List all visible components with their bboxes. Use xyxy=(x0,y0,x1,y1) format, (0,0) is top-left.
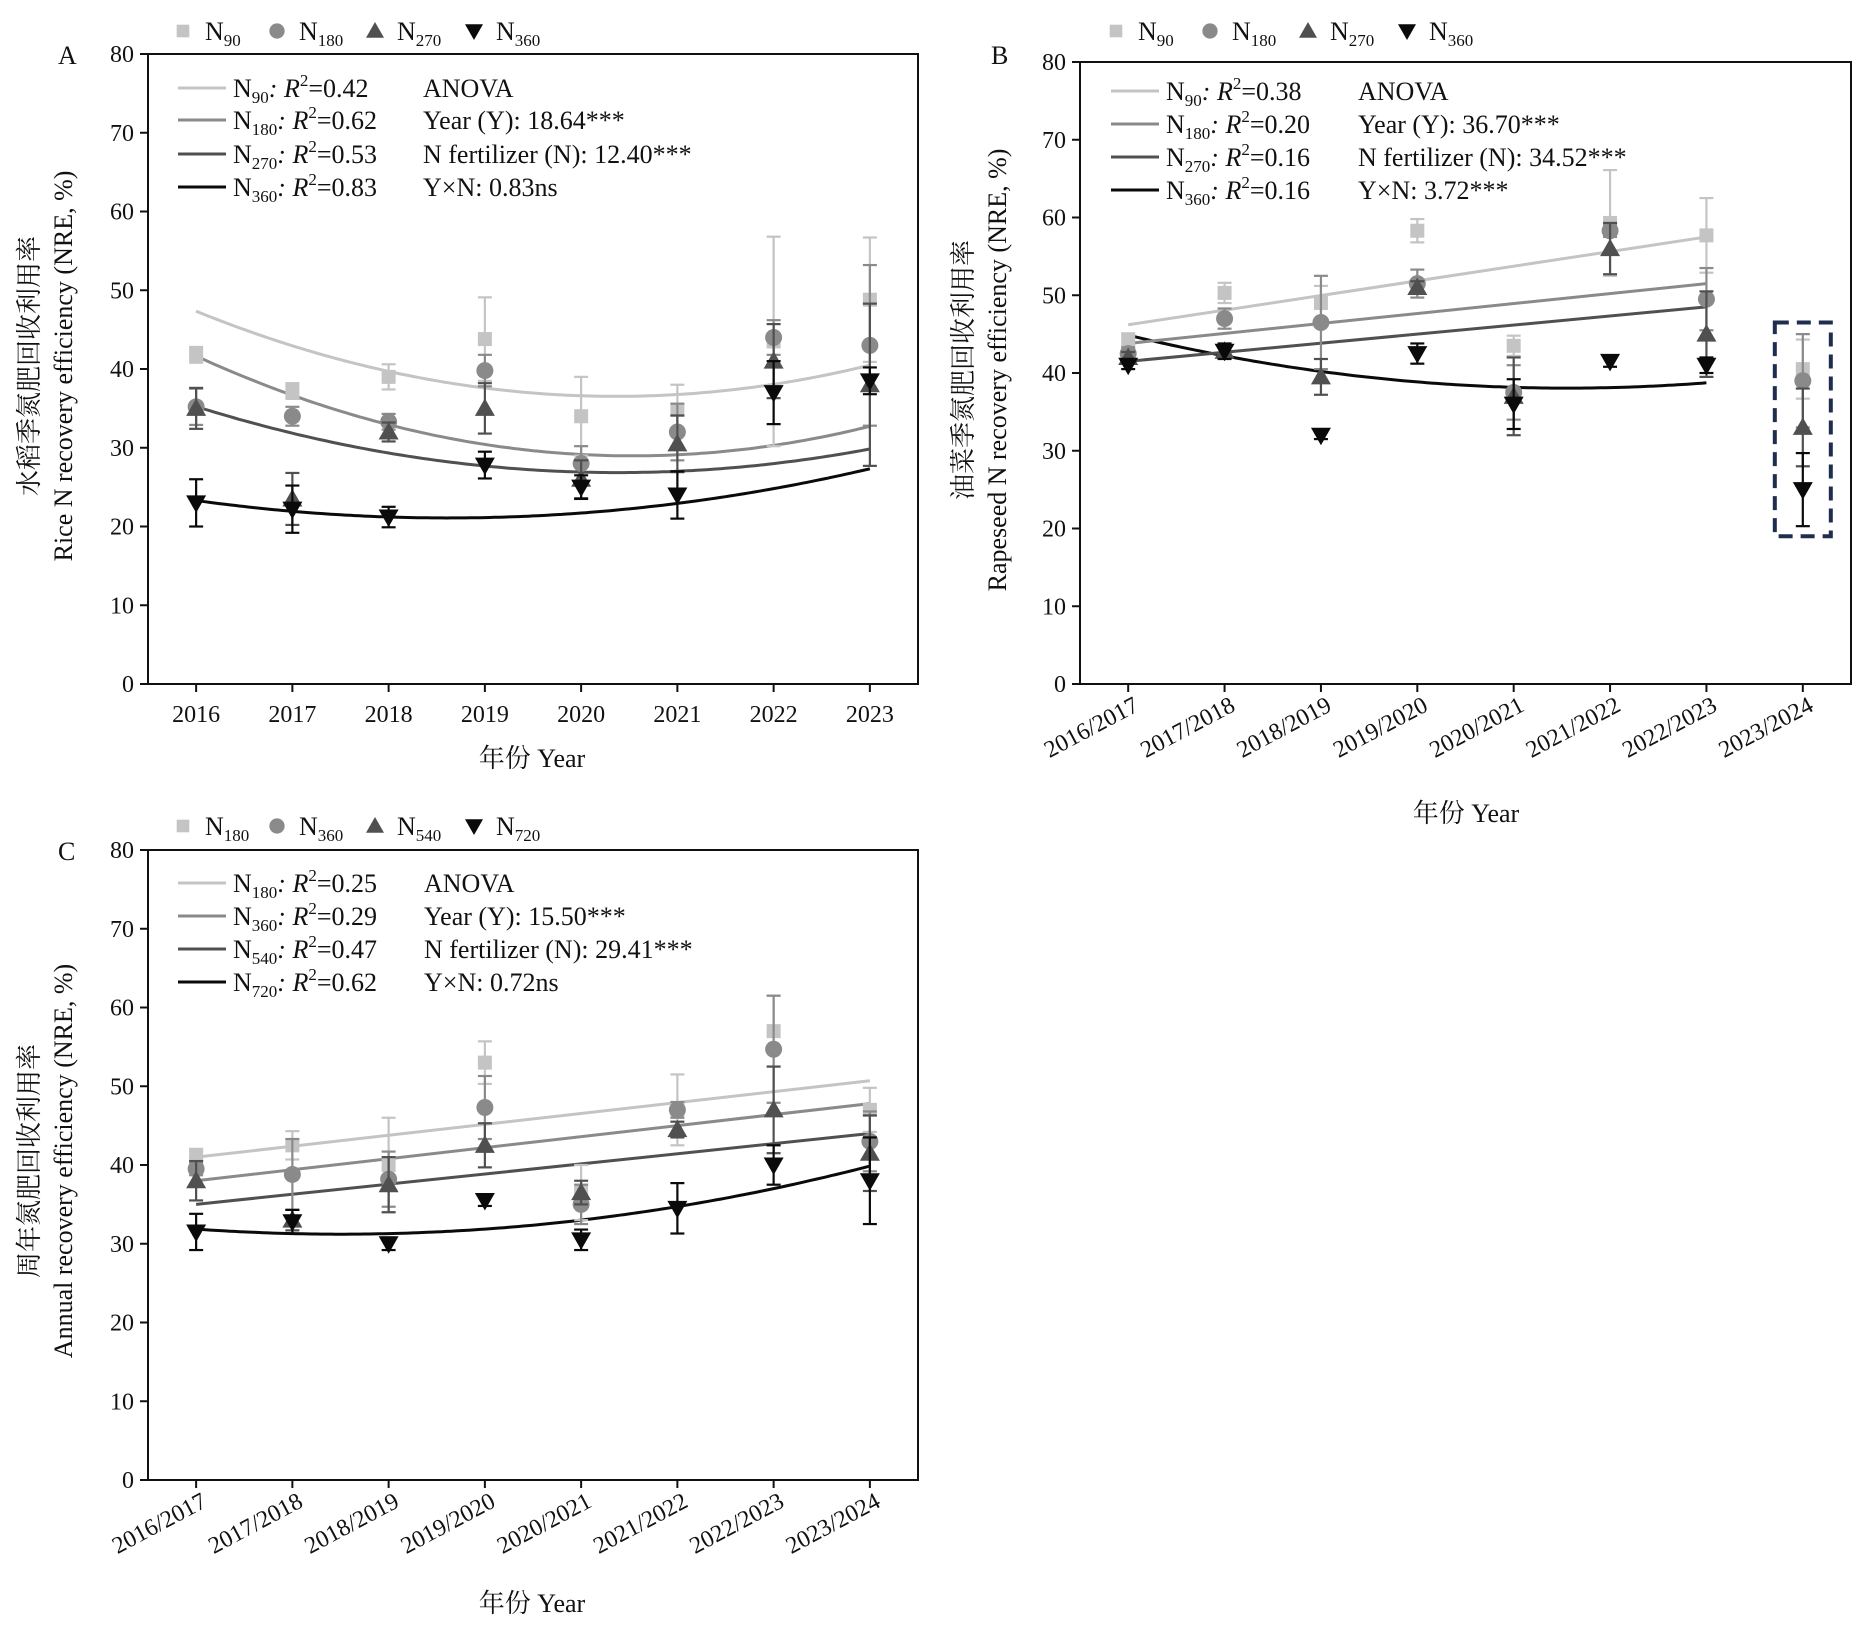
x-tick-label: 2021 xyxy=(653,702,702,728)
y-axis-title-cn: 周年氮肥回收利用率 xyxy=(15,1043,44,1279)
y-tick-label: 20 xyxy=(110,514,134,541)
data-point-n360 xyxy=(284,1166,301,1183)
x-tick-label: 2019 xyxy=(460,702,509,728)
data-point-n360 xyxy=(764,385,784,403)
y-tick-label: 70 xyxy=(110,916,134,943)
legend-label: N xyxy=(397,812,416,841)
anova-stat: ANOVA xyxy=(423,74,514,103)
anova-stat: N fertilizer (N): 29.41*** xyxy=(424,935,693,964)
svg-text:N90: $N_{90}$ xyxy=(1138,17,1174,50)
y-tick-label: 20 xyxy=(1042,516,1066,543)
svg-text:N540: $N_{540}$ xyxy=(397,812,442,845)
data-point-n180 xyxy=(189,1148,203,1162)
svg-text:N360: $N_{360}$ xyxy=(1429,17,1474,50)
y-tick-label: 0 xyxy=(122,1468,134,1494)
fit-r2: =0.62 xyxy=(316,106,377,135)
panel-a-legend xyxy=(177,17,541,50)
panel-b-legend xyxy=(1110,17,1474,50)
data-point-n180 xyxy=(1216,310,1233,327)
data-point-n360 xyxy=(765,1041,782,1058)
fit-r2: =0.53 xyxy=(316,140,377,169)
data-point-n90 xyxy=(1699,228,1713,242)
x-tick-label: 2020/2021 xyxy=(493,1488,596,1560)
x-axis-title: 年份 Year xyxy=(1412,799,1520,828)
data-point-n180 xyxy=(476,362,493,379)
svg-text:N180: $N_{180}$ xyxy=(205,812,250,845)
y-tick-label: 60 xyxy=(110,995,134,1022)
anova-stat: Year (Y): 36.70*** xyxy=(1358,110,1560,139)
svg-text:N720: R2=0.62: $N_{720}$: $R^2=0.62$ xyxy=(233,965,377,1001)
panel-b xyxy=(949,17,1851,828)
svg-text:N180: $N_{180}$ xyxy=(299,17,344,50)
data-point-n90 xyxy=(189,348,203,362)
legend-label: N xyxy=(1330,17,1349,46)
panel-c-fit-annotations xyxy=(178,866,693,1001)
y-tick-label: 70 xyxy=(110,120,134,147)
x-tick-label: 2023/2024 xyxy=(1714,692,1818,764)
svg-text:N90: R2=0.38: $N_{90}$: $R^2=0.38$ xyxy=(1166,74,1302,110)
legend-label: N xyxy=(299,17,318,46)
data-point-n270 xyxy=(475,398,495,416)
anova-stat: ANOVA xyxy=(424,869,515,898)
fit-r2: =0.16 xyxy=(1249,176,1310,205)
svg-text:N180: R2=0.20: $N_{180}$: $R^2=0.20$ xyxy=(1166,107,1310,143)
fit-series: N xyxy=(233,74,252,103)
anova-stat: Y×N: 0.83ns xyxy=(423,173,558,202)
panel-label: B xyxy=(991,41,1009,70)
panel-b-fit-annotations xyxy=(1111,74,1627,209)
x-tick-label: 2017 xyxy=(268,702,317,728)
legend-marker-n180 xyxy=(177,820,190,833)
data-point-n270 xyxy=(1793,417,1813,435)
legend-label: N xyxy=(496,812,515,841)
x-tick-label: 2022 xyxy=(749,702,798,728)
legend-label: N xyxy=(205,812,224,841)
y-tick-label: 80 xyxy=(1042,50,1066,76)
data-point-n360 xyxy=(1600,354,1620,372)
legend-label: N xyxy=(1138,17,1157,46)
x-tick-label: 2016/2017 xyxy=(108,1488,211,1560)
legend-marker-n270 xyxy=(1299,22,1317,38)
legend-marker-n90 xyxy=(177,25,190,38)
fit-series: N xyxy=(233,173,252,202)
fit-series: N xyxy=(233,106,252,135)
data-point-n180 xyxy=(284,408,301,425)
x-axis-title: 年份 Year xyxy=(478,1589,586,1618)
panel-label: A xyxy=(58,41,77,70)
svg-text:N270: R2=0.16: $N_{270}$: $R^2=0.16$ xyxy=(1166,140,1310,176)
panel-a xyxy=(15,17,918,773)
x-tick-label: 2019/2020 xyxy=(1329,692,1433,764)
fit-series: N xyxy=(233,902,252,931)
y-axis-title-en: Annual recovery efficiency (NRE, %) xyxy=(49,963,78,1359)
data-point-n90 xyxy=(1121,333,1135,347)
legend-label: N xyxy=(205,17,224,46)
data-point-n360 xyxy=(476,1099,493,1116)
y-tick-label: 50 xyxy=(110,278,134,305)
fit-r2: =0.62 xyxy=(316,968,377,997)
data-point-n270 xyxy=(1696,324,1716,342)
anova-stat: ANOVA xyxy=(1358,77,1449,106)
fit-r2: =0.38 xyxy=(1241,77,1302,106)
data-point-n180 xyxy=(1312,314,1329,331)
y-tick-label: 0 xyxy=(122,672,134,698)
fit-series: N xyxy=(233,968,252,997)
legend-marker-n360 xyxy=(465,24,483,40)
y-tick-label: 10 xyxy=(110,593,134,620)
x-tick-label: 2018/2019 xyxy=(300,1488,404,1560)
anova-stat: Year (Y): 18.64*** xyxy=(423,106,625,135)
y-tick-label: 30 xyxy=(110,1231,134,1258)
data-point-n720 xyxy=(475,1193,495,1211)
x-tick-label: 2017/2018 xyxy=(204,1488,308,1560)
x-tick-label: 2023 xyxy=(845,702,894,728)
x-tick-label: 2020/2021 xyxy=(1425,692,1529,764)
data-point-n180 xyxy=(478,1056,492,1070)
data-point-n360 xyxy=(1793,482,1813,500)
x-axis-title: 年份 Year xyxy=(478,744,586,773)
legend-marker-n180 xyxy=(269,23,284,38)
fit-r2: =0.83 xyxy=(316,173,377,202)
svg-text:N90: R2=0.42: $N_{90}$: $R^2=0.42$ xyxy=(233,71,369,107)
y-tick-label: 50 xyxy=(110,1074,134,1101)
data-point-n180 xyxy=(1794,372,1811,389)
fit-r2: =0.47 xyxy=(316,935,377,964)
x-tick-label: 2016/2017 xyxy=(1040,692,1144,764)
x-tick-label: 2017/2018 xyxy=(1136,692,1240,764)
panel-c xyxy=(15,812,918,1618)
legend-marker-n360 xyxy=(269,818,284,833)
legend-label: N xyxy=(1429,17,1448,46)
y-tick-label: 70 xyxy=(1042,127,1066,154)
data-point-n360 xyxy=(669,1101,686,1118)
x-tick-label: 2021/2022 xyxy=(589,1488,693,1560)
x-tick-label: 2018/2019 xyxy=(1232,692,1336,764)
svg-text:N270: $N_{270}$ xyxy=(1330,17,1375,50)
fit-series: N xyxy=(1166,176,1185,205)
data-point-n90 xyxy=(285,384,299,398)
anova-stat: Y×N: 3.72*** xyxy=(1358,176,1509,205)
fit-r2: =0.25 xyxy=(316,869,377,898)
y-tick-label: 50 xyxy=(1042,283,1066,310)
svg-text:N180: R2=0.62: $N_{180}$: $R^2=0.62$ xyxy=(233,103,377,139)
anova-stat: Year (Y): 15.50*** xyxy=(424,902,626,931)
data-point-n90 xyxy=(574,409,588,423)
data-point-n360 xyxy=(1118,358,1138,376)
data-point-n720 xyxy=(667,1201,687,1219)
y-tick-label: 80 xyxy=(110,42,134,68)
svg-text:N180: R2=0.25: $N_{180}$: $R^2=0.25$ xyxy=(233,866,377,902)
x-tick-label: 2023/2024 xyxy=(781,1488,885,1560)
data-point-n360 xyxy=(1311,428,1331,446)
y-tick-label: 30 xyxy=(110,435,134,462)
y-tick-label: 20 xyxy=(110,1310,134,1337)
legend-marker-n540 xyxy=(366,817,384,833)
data-point-n90 xyxy=(478,332,492,346)
y-tick-label: 0 xyxy=(1054,672,1066,698)
legend-label: N xyxy=(1232,17,1251,46)
panel-label: C xyxy=(58,837,76,866)
fit-series: N xyxy=(233,140,252,169)
svg-text:N360: R2=0.83: $N_{360}$: $R^2=0.83$ xyxy=(233,170,377,206)
anova-stat: Y×N: 0.72ns xyxy=(424,968,559,997)
data-point-n720 xyxy=(186,1224,206,1242)
fit-r2: =0.42 xyxy=(308,74,369,103)
legend-label: N xyxy=(397,17,416,46)
anova-stat: N fertilizer (N): 12.40*** xyxy=(423,140,692,169)
x-tick-label: 2019/2020 xyxy=(396,1488,500,1560)
legend-label: N xyxy=(299,812,318,841)
x-tick-label: 2018 xyxy=(364,702,413,728)
fit-series: N xyxy=(233,869,252,898)
legend-label: N xyxy=(496,17,515,46)
y-tick-label: 10 xyxy=(110,1389,134,1416)
x-tick-label: 2016 xyxy=(172,702,221,728)
svg-text:N360: $N_{360}$ xyxy=(496,17,541,50)
data-point-n360 xyxy=(186,495,206,513)
data-point-n360 xyxy=(1407,346,1427,364)
y-tick-label: 80 xyxy=(110,838,134,864)
y-tick-label: 10 xyxy=(1042,594,1066,621)
fit-r2: =0.29 xyxy=(316,902,377,931)
svg-text:N270: R2=0.53: $N_{270}$: $R^2=0.53$ xyxy=(233,137,377,173)
svg-text:N90: $N_{90}$ xyxy=(205,17,241,50)
panel-a-fit-annotations xyxy=(178,71,692,206)
y-axis-title-cn: 水稻季氮肥回收利用率 xyxy=(15,235,44,497)
data-point-n360 xyxy=(571,480,591,498)
x-tick-label: 2022/2023 xyxy=(685,1488,789,1560)
y-axis-title-cn: 油菜季氮肥回收利用率 xyxy=(949,239,978,501)
data-point-n90 xyxy=(1507,339,1521,353)
data-point-n90 xyxy=(1410,224,1424,238)
y-axis-title-en: Rice N recovery efficiency (NRE, %) xyxy=(49,170,78,562)
panel-c-legend xyxy=(177,812,541,845)
data-point-n90 xyxy=(382,370,396,384)
svg-text:N360: $N_{360}$ xyxy=(299,812,344,845)
fit-r2: =0.20 xyxy=(1249,110,1310,139)
fit-series: N xyxy=(1166,77,1185,106)
y-tick-label: 40 xyxy=(110,357,134,383)
data-point-n360 xyxy=(1504,397,1524,415)
x-tick-label: 2022/2023 xyxy=(1618,692,1722,764)
y-tick-label: 60 xyxy=(1042,205,1066,232)
svg-text:N360: R2=0.16: $N_{360}$: $R^2=0.16$ xyxy=(1166,173,1310,209)
legend-marker-n360 xyxy=(1398,24,1416,40)
data-point-n90 xyxy=(1218,286,1232,300)
legend-marker-n90 xyxy=(1110,25,1123,38)
svg-text:N540: R2=0.47: $N_{540}$: $R^2=0.47$ xyxy=(233,932,377,968)
x-tick-label: 2021/2022 xyxy=(1522,692,1625,764)
data-point-n720 xyxy=(764,1158,784,1176)
anova-stat: N fertilizer (N): 34.52*** xyxy=(1358,143,1627,172)
y-tick-label: 40 xyxy=(110,1153,134,1179)
y-tick-label: 40 xyxy=(1042,361,1066,387)
svg-text:N270: $N_{270}$ xyxy=(397,17,442,50)
fit-series: N xyxy=(1166,110,1185,139)
legend-marker-n270 xyxy=(366,22,384,38)
data-point-n720 xyxy=(571,1232,591,1250)
y-axis-title-en: Rapeseed N recovery efficiency (NRE, %) xyxy=(983,148,1012,592)
svg-text:N720: $N_{720}$ xyxy=(496,812,541,845)
fit-r2: =0.16 xyxy=(1249,143,1310,172)
fit-series: N xyxy=(1166,143,1185,172)
y-tick-label: 30 xyxy=(1042,438,1066,465)
legend-marker-n180 xyxy=(1202,23,1217,38)
y-tick-label: 60 xyxy=(110,199,134,226)
data-point-n720 xyxy=(860,1173,880,1191)
legend-marker-n720 xyxy=(465,819,483,835)
data-point-n270 xyxy=(1600,239,1620,257)
fit-series: N xyxy=(233,935,252,964)
x-tick-label: 2020 xyxy=(557,702,606,728)
svg-text:N180: $N_{180}$ xyxy=(1232,17,1277,50)
svg-text:N360: R2=0.29: $N_{360}$: $R^2=0.29$ xyxy=(233,899,377,935)
